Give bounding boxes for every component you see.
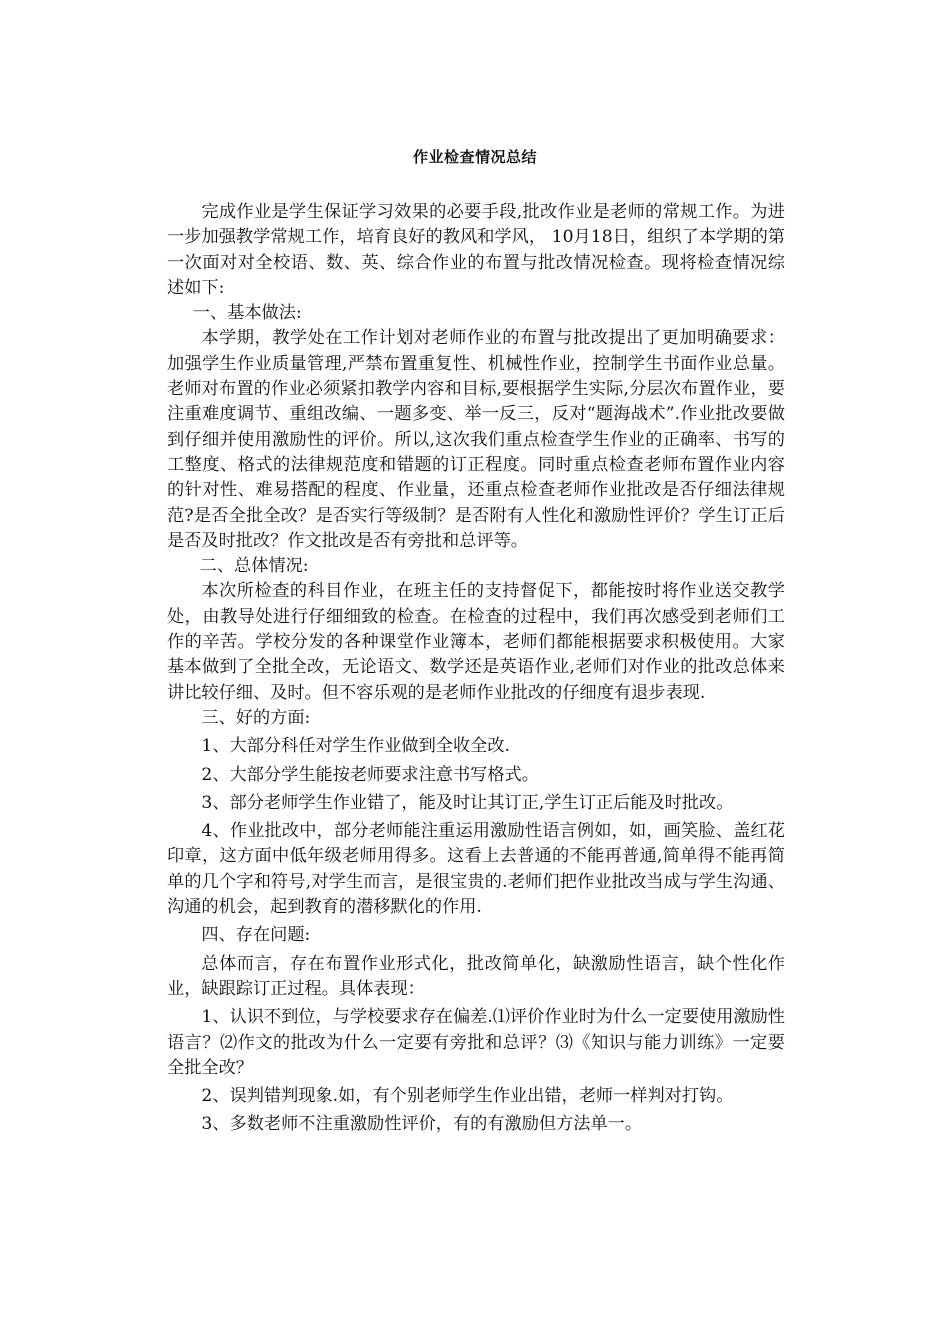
good-aspect-item-1: 1、大部分科任对学生作业做到全收全改. — [201, 736, 510, 757]
good-aspect-item-2: 2、大部分学生能按老师要求注意书写格式。 — [201, 764, 539, 785]
intro-paragraph: 完成作业是学生保证学习效果的必要手段,批改作业是老师的常规工作。为进一步加强教学常规工作，培育良好的教风和学风， 10月18日，组织了本学期的第一次面对对全校语、数、英、综合作业的布置与批改情况检查。现将检查情况综述如下: — [167, 202, 785, 298]
problem-item-2: 2、误判错判现象.如，有个别老师学生作业出错，老师一样判对打钩。 — [201, 1086, 734, 1107]
problem-item-3: 3、多数老师不注重激励性评价，有的有激励但方法单一。 — [201, 1114, 643, 1135]
section-heading-overall-situation: 二、总体情况: — [199, 556, 309, 577]
good-aspect-item-3: 3、部分老师学生作业错了，能及时让其订正,学生订正后能及时批改。 — [201, 792, 734, 813]
problems-summary-paragraph: 总体而言，存在布置作业形式化，批改简单化，缺激励性语言，缺个性化作业，缺跟踪订正过程。具体表现： — [167, 953, 785, 999]
section-heading-good-aspects: 三、好的方面: — [201, 707, 311, 728]
section-heading-problems: 四、存在问题: — [201, 925, 311, 946]
basic-methods-paragraph: 本学期，教学处在工作计划对老师作业的布置与批改提出了更加明确要求：加强学生作业质量管理,严禁布置重复性、机械性作业，控制学生书面作业总量。老师对布置的作业必须紧扣教学内容和目标,要根据学生实际,分层次布置作业，要注重难度调节、重组改编、一题多变、举一反三，反对“题海战术”.作业批改要做到仔细并使用激励性的评价。所以,这次我们重点检查学生作业的正确率、书写的工整度、格式的法律规范度和错题的订正程度。同时重点检查老师布置作业内容的针对性、难易搭配的程度、作业量，还重点检查老师作业批改是否仔细法律规范?是否全批全改？是否实行等级制？是否附有人性化和激励性评价？学生订正后是否及时批改？作文批改是否有旁批和总评等。 — [167, 328, 785, 551]
document-body — [167, 200, 785, 1138]
document-title: 作业检查情况总结 — [412, 148, 537, 166]
overall-situation-paragraph: 本次所检查的科目作业，在班主任的支持督促下，都能按时将作业送交教学处，由教导处进行仔细细致的检查。在检查的过程中，我们再次感受到老师们工作的辛苦。学校分发的各种课堂作业簿本，老师们都能根据要求积极使用。大家基本做到了全批全改，无论语文、数学还是英语作业,老师们对作业的批改总体来讲比较仔细、及时。但不容乐观的是老师作业批改的仔细度有退步表现. — [167, 581, 785, 703]
good-aspect-item-4: 4、作业批改中，部分老师能注重运用激励性语言例如，如，画笑脸、盖红花印章，这方面中低年级老师用得多。这看上去普通的不能再普通,简单得不能再简单的几个字和符号,对学生而言，是很宝贵的.老师们把作业批改当成与学生沟通、沟通的机会，起到教育的潜移默化的作用. — [167, 821, 785, 918]
problem-item-1: 1、认识不到位，与学校要求存在偏差.⑴评价作业时为什么一定要使用激励性语言？⑵作文的批改为什么一定要有旁批和总评？⑶《知识与能力训练》一定要全批全改？ — [167, 1007, 785, 1078]
section-heading-basic-methods: 一、基本做法: — [192, 303, 302, 324]
